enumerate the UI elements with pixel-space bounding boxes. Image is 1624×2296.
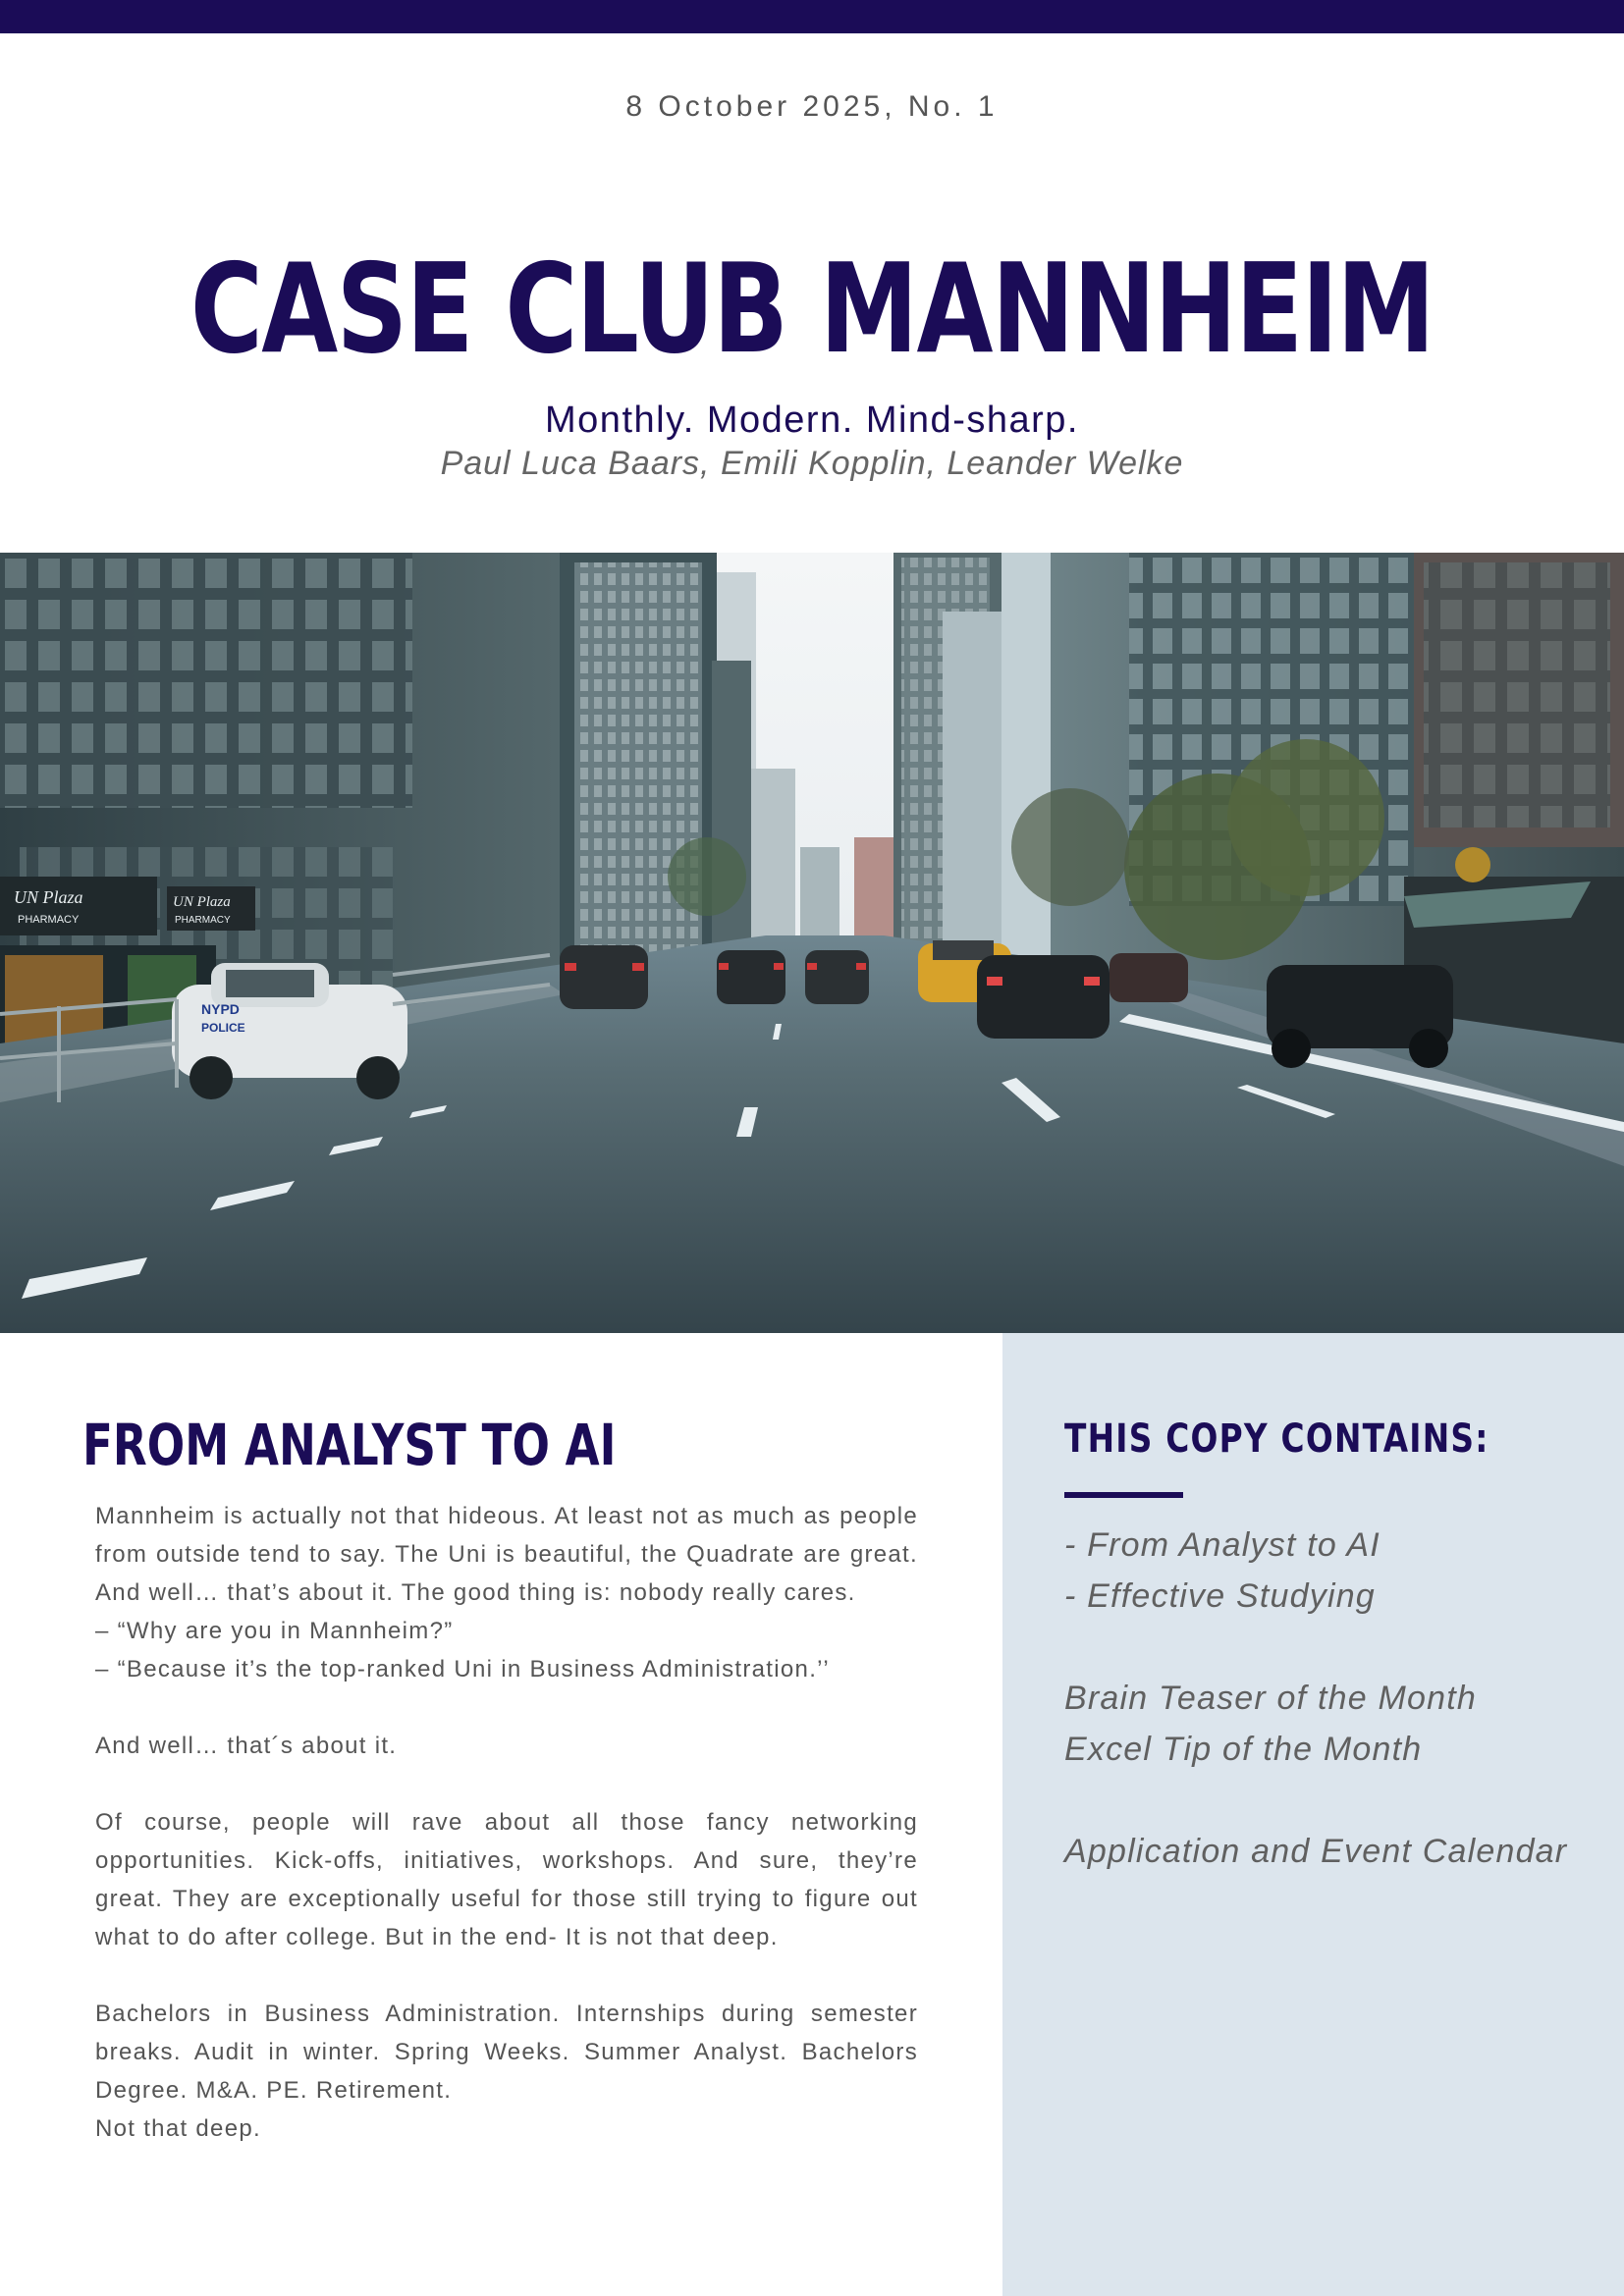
contents-item: - From Analyst to AI	[1064, 1526, 1380, 1564]
city-street-illustration	[0, 553, 1624, 1333]
car-decal: NYPD	[201, 1001, 240, 1017]
article-title: FROM ANALYST TO AI	[82, 1412, 617, 1478]
article-paragraph	[95, 1995, 918, 2148]
car	[805, 950, 869, 1004]
article-paragraph: And well… that´s about it.	[95, 1733, 398, 1759]
hero-image-city-street	[0, 553, 1624, 1333]
issue-date-line: 8 October 2025, No. 1	[625, 90, 999, 123]
car	[977, 955, 1110, 1039]
sidebar-divider	[1064, 1492, 1183, 1498]
car	[560, 945, 648, 1009]
article-paragraph	[95, 1497, 918, 1688]
contents-item: Excel Tip of the Month	[1064, 1731, 1423, 1768]
car	[1110, 953, 1188, 1002]
sidebar-title: THIS COPY CONTAINS:	[1064, 1416, 1489, 1462]
masthead-title: CASE CLUB MANNHEIM	[189, 237, 1435, 381]
car	[717, 950, 785, 1004]
quote-line: – “Because it’s the top-ranked Uni in Business Administration.’’	[95, 1656, 830, 1682]
sign-text: UN Plaza	[14, 887, 83, 907]
quote-line: – “Why are you in Mannheim?”	[95, 1618, 454, 1644]
closing-line: Not that deep.	[95, 2115, 261, 2142]
sign-text: UN Plaza	[173, 894, 231, 910]
paragraph-text: Mannheim is actually not that hideous. At least not as much as people from outside tend to say. The Uni is beautiful, the Quadrate are great. And well… that’s about it. The good thing is: nobody really cares.	[95, 1503, 918, 1606]
authors-line: Paul Luca Baars, Emili Kopplin, Leander Welke	[440, 445, 1184, 482]
contents-item: - Effective Studying	[1064, 1577, 1376, 1615]
contents-item: Application and Event Calendar	[1064, 1833, 1568, 1870]
contents-sidebar	[1002, 1333, 1624, 2296]
paragraph-text: Bachelors in Business Administration. Internships during semester breaks. Audit in winter. Spring Weeks. Summer Analyst. Bachelors Degree. M&A. PE. Retirement.	[95, 2001, 918, 2104]
car-decal: POLICE	[201, 1021, 245, 1035]
tagline: Monthly. Modern. Mind-sharp.	[545, 400, 1079, 441]
contents-list	[1064, 1520, 1614, 1877]
article-paragraph: Of course, people will rave about all those fancy networking opportunities. Kick-offs, initiatives, workshops. And sure, they’re great. They are exceptionally useful for those still trying to figure out what to do after college. But in the end- It is not that deep.	[95, 1809, 918, 1950]
sign-text: PHARMACY	[175, 915, 231, 926]
article-body	[95, 1497, 918, 2148]
contents-item: Brain Teaser of the Month	[1064, 1680, 1477, 1717]
sign-text: PHARMACY	[18, 914, 80, 926]
hotel-logo-sign	[1455, 847, 1490, 882]
top-accent-bar	[0, 0, 1624, 33]
